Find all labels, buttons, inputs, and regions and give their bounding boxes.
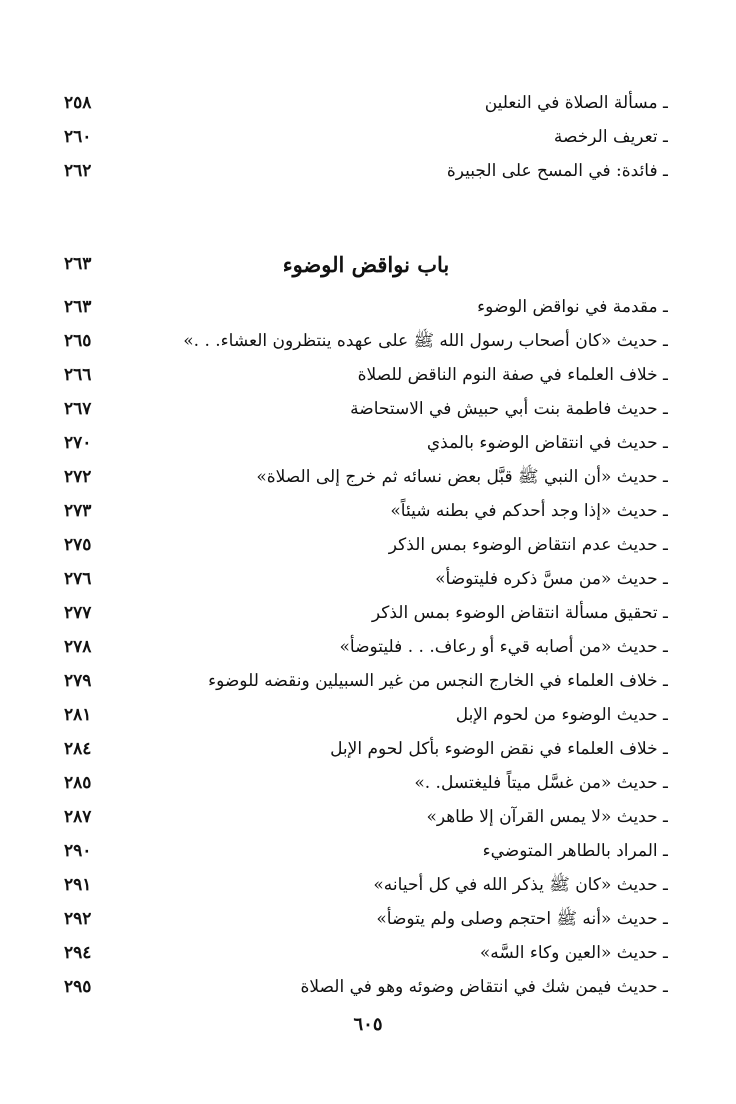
toc-entry-page: ٢٦٢: [64, 161, 92, 181]
toc-entry-title: ـ حديث «كان أصحاب رسول الله ﷺ على عهده ينتظرون العشاء. . .»: [183, 331, 668, 351]
leader-dots: [114, 426, 419, 460]
toc-entry-title: ـ حديث «من غسَّل ميتاً فليغتسل. .»: [414, 773, 668, 793]
toc-entry: [64, 86, 668, 120]
toc-entry-page: ٢٩١: [64, 875, 92, 895]
leader-dots: [114, 698, 448, 732]
toc-entry-page: ٢٩٠: [64, 841, 92, 861]
leader-dots: [114, 86, 477, 120]
toc-entry-page: ٢٧٦: [64, 569, 92, 589]
leader-dots: [114, 392, 342, 426]
toc-entry-page: ٢٧٩: [64, 671, 92, 691]
chapter-page: ٢٦٣: [64, 254, 92, 274]
toc-entry-title: ـ حديث «من أصابه قيء أو رعاف. . . فليتوضأ»: [339, 637, 668, 657]
toc-entry-page: ٢٦٠: [64, 127, 92, 147]
toc-entry: [64, 868, 668, 902]
toc-entry-page: ٢٦٦: [64, 365, 92, 385]
toc-entry: [64, 290, 668, 324]
toc-entry-page: ٢٩٤: [64, 943, 92, 963]
toc-entry: [64, 800, 668, 834]
leader-dots: [114, 902, 368, 936]
toc-entry: [64, 732, 668, 766]
toc-entry-title: ـ حديث فاطمة بنت أبي حبيش في الاستحاضة: [350, 399, 668, 419]
leader-dots: [114, 664, 200, 698]
toc-entry-title: ـ حديث فيمن شك في انتقاض وضوئه وهو في الصلاة: [300, 977, 668, 997]
toc-entry-page: ٢٦٧: [64, 399, 92, 419]
leader-dots: [114, 528, 381, 562]
toc-entry-title: ـ حديث الوضوء من لحوم الإبل: [455, 705, 668, 725]
toc-entry-page: ٢٧٣: [64, 501, 92, 521]
toc-entry: [64, 970, 668, 1004]
toc-entry-title: ـ حديث «لا يمس القرآن إلا طاهر»: [426, 807, 668, 827]
toc-entry: [64, 426, 668, 460]
toc-top-section: [64, 86, 668, 188]
leader-dots: [114, 834, 475, 868]
toc-entry-page: ٢٨١: [64, 705, 92, 725]
chapter-title: باب نواقض الوضوء: [282, 251, 450, 277]
toc-entry-title: ـ خلاف العلماء في صفة النوم الناقض للصلاة: [357, 365, 668, 385]
toc-entry: [64, 392, 668, 426]
toc-entry-title: ـ مقدمة في نواقض الوضوء: [477, 297, 668, 317]
toc-entry-title: ـ حديث في انتقاض الوضوء بالمذي: [426, 433, 668, 453]
leader-dots: [114, 732, 322, 766]
toc-entry-page: ٢٧٥: [64, 535, 92, 555]
leader-dots: [114, 630, 331, 664]
toc-entry-title: ـ تعريف الرخصة: [553, 127, 668, 147]
leader-dots: [114, 324, 175, 358]
toc-entry: [64, 630, 668, 664]
toc-entry: [64, 664, 668, 698]
toc-entry-page: ٢٦٥: [64, 331, 92, 351]
toc-entry: [64, 936, 668, 970]
leader-dots: [114, 766, 406, 800]
toc-entry: [64, 596, 668, 630]
toc-entry-title: ـ حديث «إذا وجد أحدكم في بطنه شيئاً»: [390, 501, 668, 521]
leader-dots: [114, 596, 364, 630]
toc-entry-page: ٢٩٥: [64, 977, 92, 997]
toc-entry-page: ٢٧٧: [64, 603, 92, 623]
toc-entry: [64, 154, 668, 188]
toc-entry-page: ٢٨٧: [64, 807, 92, 827]
toc-entry-title: ـ حديث «أنه ﷺ احتجم وصلى ولم يتوضأ»: [376, 909, 668, 929]
leader-dots: [114, 120, 546, 154]
toc-entry-title: ـ حديث «العين وكاء السَّه»: [479, 943, 668, 963]
chapter-heading: [64, 244, 668, 284]
toc-entry-page: ٢٨٥: [64, 773, 92, 793]
toc-entry-title: ـ خلاف العلماء في الخارج النجس من غير السبيلين ونقضه للوضوء: [208, 671, 668, 691]
toc-entry-page: ٢٩٢: [64, 909, 92, 929]
toc-entry-page: ٢٥٨: [64, 93, 92, 113]
toc-entry: [64, 834, 668, 868]
leader-dots: [114, 936, 472, 970]
leader-dots: [114, 562, 427, 596]
toc-entry-page: ٢٧٨: [64, 637, 92, 657]
leader-dots: [114, 460, 248, 494]
leader-dots: [114, 154, 439, 188]
toc-entry-page: ٢٧٠: [64, 433, 92, 453]
toc-entry-page: ٢٧٢: [64, 467, 92, 487]
toc-entry-page: ٢٦٣: [64, 297, 92, 317]
toc-entry: [64, 902, 668, 936]
toc-main-section: [64, 290, 668, 1004]
toc-entry-title: ـ مسألة الصلاة في النعلين: [484, 93, 668, 113]
leader-dots: [114, 800, 418, 834]
toc-entry-title: ـ فائدة: في المسح على الجبيرة: [446, 161, 668, 181]
page-number: ٦٠٥: [353, 1014, 383, 1035]
toc-entry: [64, 528, 668, 562]
toc-entry: [64, 324, 668, 358]
leader-dots: [114, 868, 365, 902]
leader-dots: [114, 290, 469, 324]
toc-entry-title: ـ حديث «كان ﷺ يذكر الله في كل أحيانه»: [373, 875, 668, 895]
toc-entry-title: ـ تحقيق مسألة انتقاض الوضوء بمس الذكر: [371, 603, 668, 623]
toc-entry: [64, 358, 668, 392]
toc-entry: [64, 766, 668, 800]
toc-entry: [64, 698, 668, 732]
toc-entry: [64, 562, 668, 596]
toc-entry-title: ـ المراد بالطاهر المتوضيء: [482, 841, 668, 861]
toc-entry-title: ـ حديث «من مسَّ ذكره فليتوضأ»: [435, 569, 668, 589]
leader-dots: [114, 970, 292, 1004]
toc-entry: [64, 460, 668, 494]
toc-entry-page: ٢٨٤: [64, 739, 92, 759]
toc-entry: [64, 494, 668, 528]
toc-entry: [64, 120, 668, 154]
leader-dots: [114, 358, 350, 392]
toc-entry-title: ـ حديث «أن النبي ﷺ قبَّل بعض نسائه ثم خرج إلى الصلاة»: [256, 467, 668, 487]
leader-dots: [114, 494, 382, 528]
toc-entry-title: ـ خلاف العلماء في نقض الوضوء بأكل لحوم الإبل: [330, 739, 668, 759]
toc-entry-title: ـ حديث عدم انتقاض الوضوء بمس الذكر: [388, 535, 668, 555]
